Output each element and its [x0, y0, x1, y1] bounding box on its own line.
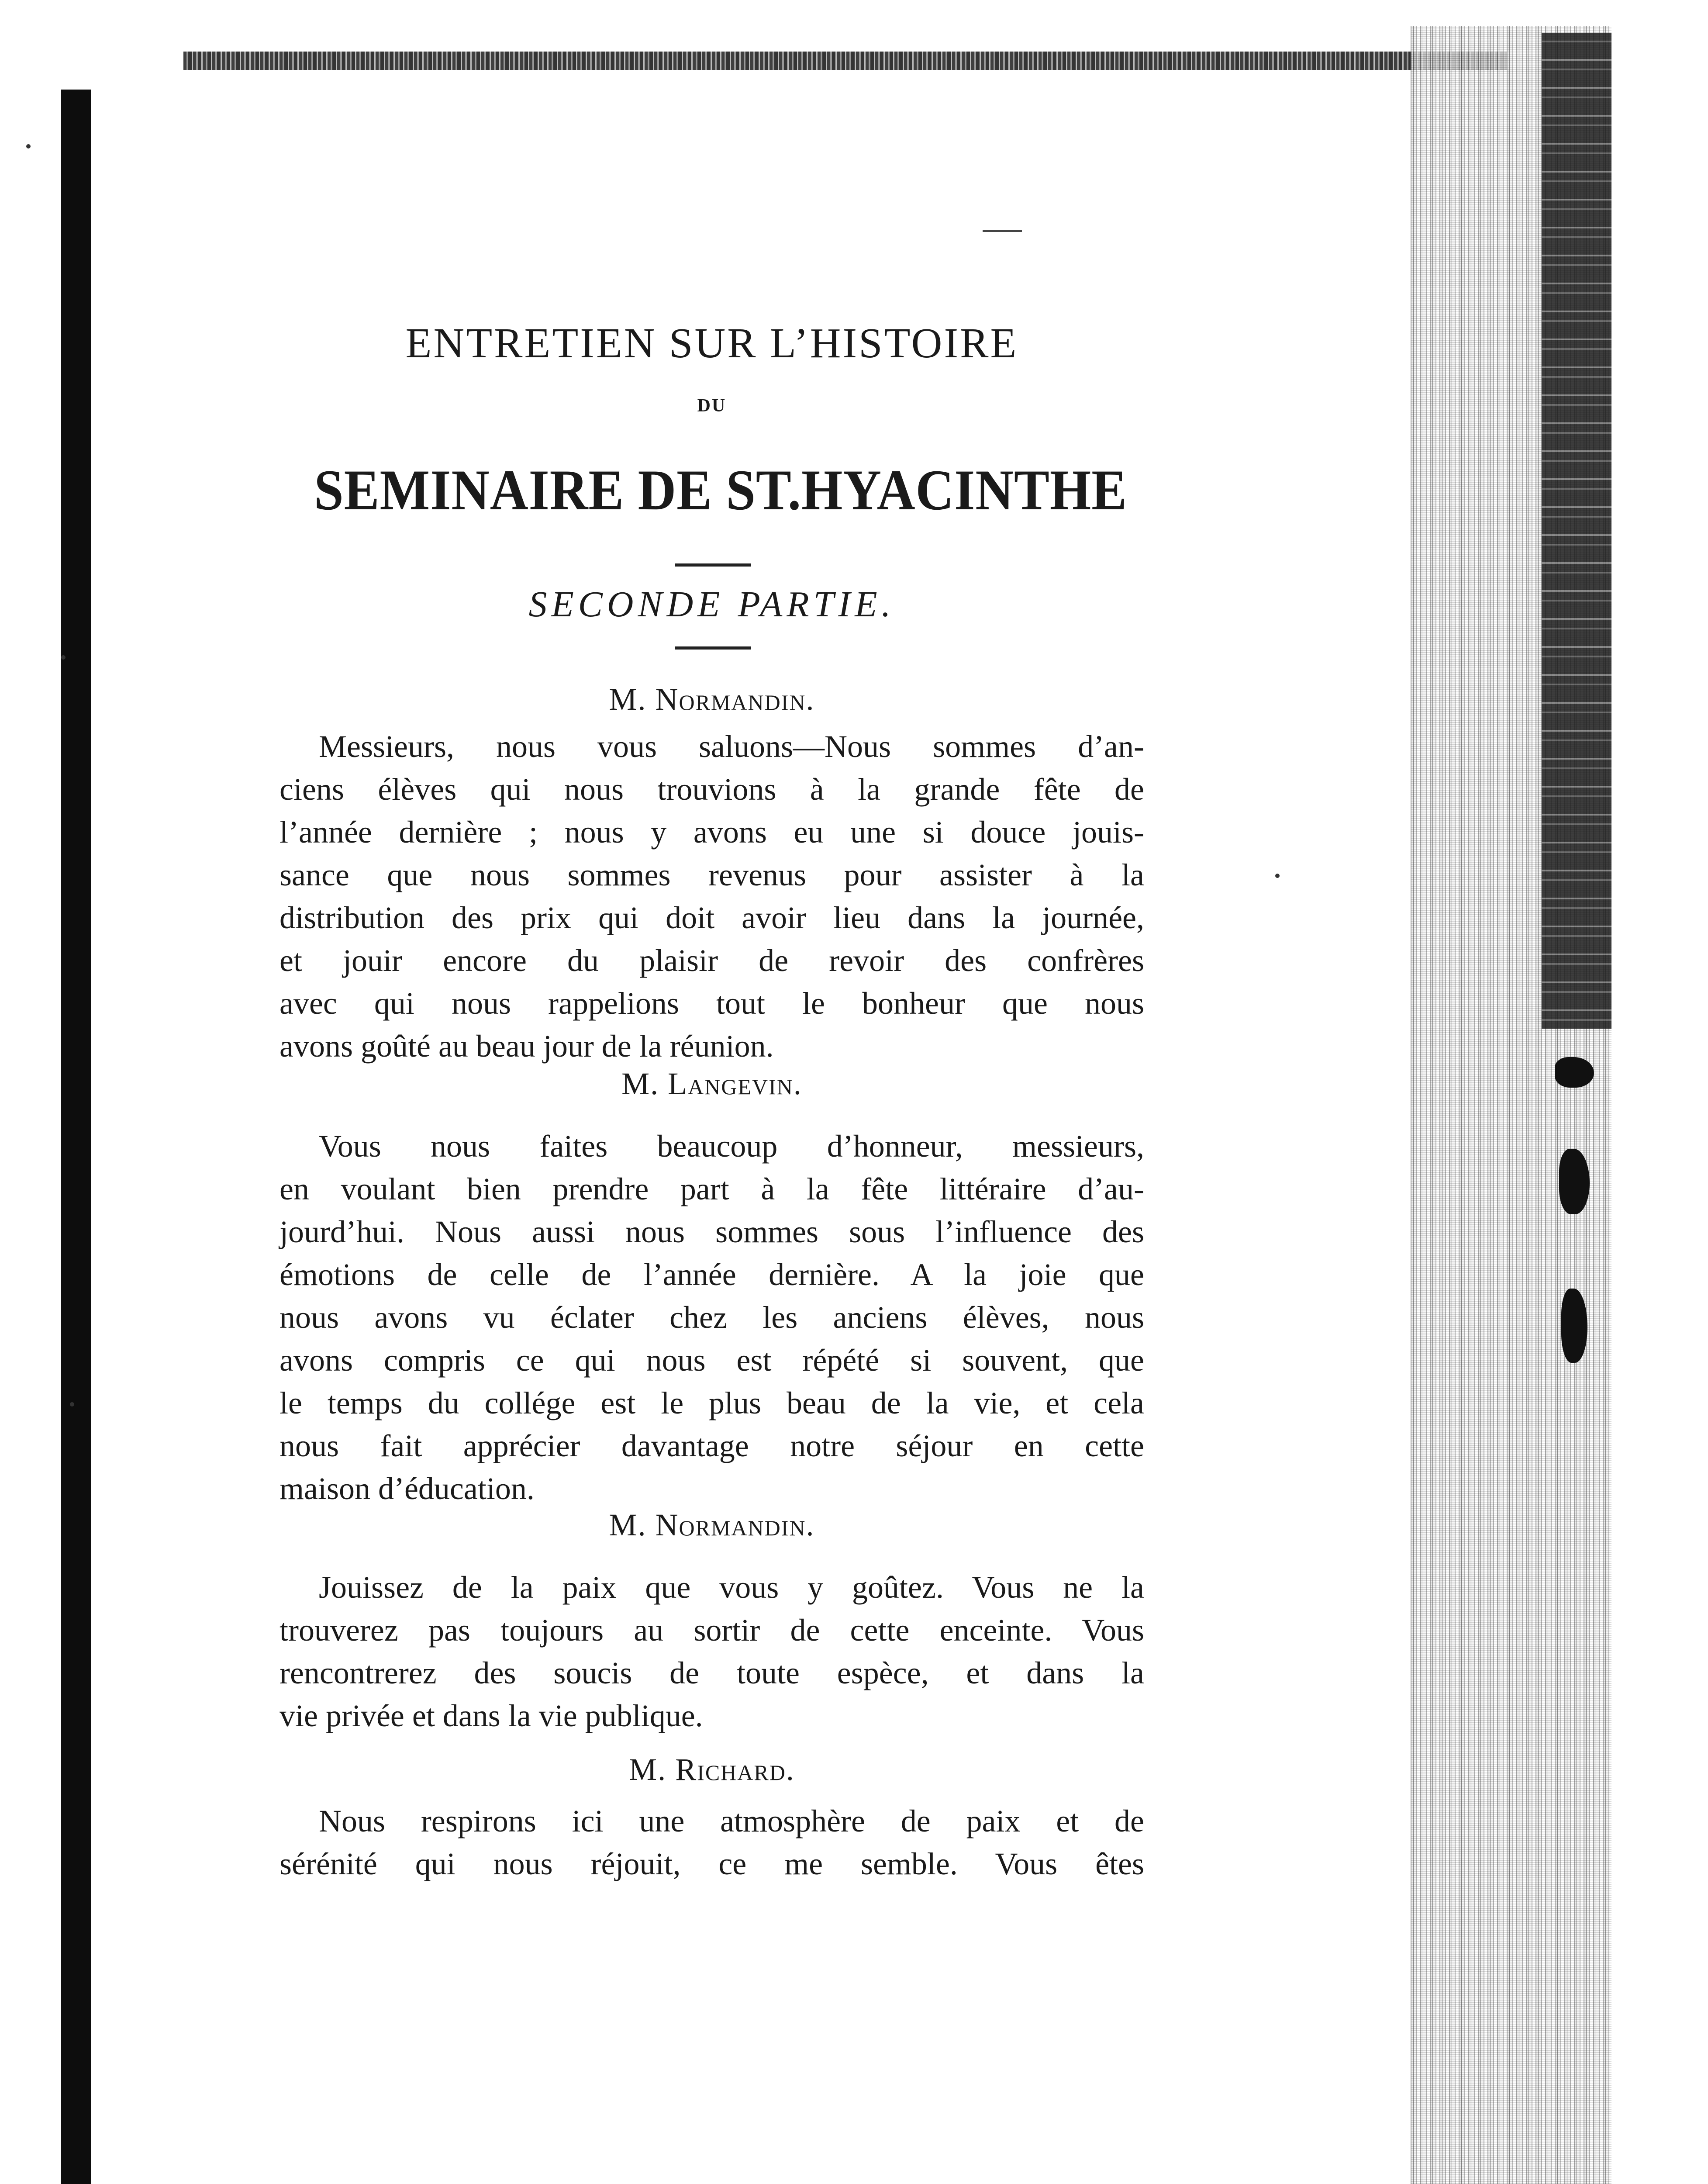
title-connector: DU — [697, 396, 727, 416]
scan-speck — [61, 655, 66, 660]
text-line: et jouir encore du plaisir de revoir des confrères — [279, 943, 1144, 978]
dialogue-paragraph — [279, 725, 1144, 1068]
scan-ink-blotch — [1555, 1057, 1594, 1088]
dialogue-paragraph — [279, 1125, 1144, 1510]
text-line: sance que nous sommes revenus pour assister à la — [279, 857, 1144, 892]
text-line: Jouissez de la paix que vous y goûtez. Vous ne la — [319, 1570, 1144, 1605]
text-line: Vous nous faites beaucoup d’honneur, messieurs, — [319, 1129, 1144, 1164]
speaker-heading: M. Langevin. — [621, 1066, 802, 1101]
speaker-heading: M. Normandin. — [609, 682, 815, 717]
text-line: nous avons vu éclater chez les anciens élèves, nous — [279, 1300, 1144, 1335]
scan-speck — [70, 1402, 74, 1406]
text-line: jourd’hui. Nous aussi nous sommes sous l’influence des — [279, 1214, 1144, 1249]
text-line: maison d’éducation. — [279, 1471, 535, 1506]
dialogue-paragraph — [279, 1566, 1144, 1737]
scan-ink-blotch — [1559, 1149, 1590, 1214]
text-line: avons compris ce qui nous est répété si souvent, que — [279, 1343, 1144, 1378]
title-line-1: ENTRETIEN SUR L’HISTOIRE — [405, 320, 1018, 367]
scan-right-dark-strip — [1542, 33, 1611, 1029]
text-line: l’année dernière ; nous y avons eu une si douce jouis- — [279, 815, 1144, 850]
text-line: trouverez pas toujours au sortir de cette enceinte. Vous — [279, 1613, 1144, 1648]
text-line: distribution des prix qui doit avoir lieu dans la journée, — [279, 900, 1144, 935]
title-line-2: SEMINAIRE DE ST.HYACINTHE — [314, 458, 1128, 522]
text-line: émotions de celle de l’année dernière. A la joie que — [279, 1257, 1144, 1292]
text-line: Nous respirons ici une atmosphère de paix et de — [319, 1804, 1144, 1838]
header-ornament — [983, 230, 1022, 232]
scan-top-edge — [183, 52, 1507, 70]
text-line: sérénité qui nous réjouit, ce me semble. Vous êtes — [279, 1846, 1144, 1881]
dialogue-paragraph — [279, 1800, 1144, 1885]
text-line: avons goûté au beau jour de la réunion. — [279, 1029, 774, 1064]
scan-binding-shadow — [61, 90, 91, 2184]
rule-below-part — [675, 646, 751, 650]
text-line: en voulant bien prendre part à la fête littéraire d’au- — [279, 1171, 1144, 1206]
text-line: rencontrerez des soucis de toute espèce, et dans la — [279, 1655, 1144, 1690]
part-heading: SECONDE PARTIE. — [528, 584, 895, 625]
scan-speck — [26, 144, 31, 149]
rule-above-part — [675, 563, 751, 567]
scan-ink-blotch — [1561, 1289, 1587, 1363]
scan-speck — [1275, 874, 1280, 878]
text-line: nous fait apprécier davantage notre séjour en cette — [279, 1428, 1144, 1463]
text-line: avec qui nous rappelions tout le bonheur que nous — [279, 986, 1144, 1021]
text-line: vie privée et dans la vie publique. — [279, 1698, 703, 1733]
text-line: le temps du collége est le plus beau de la vie, et cela — [279, 1386, 1144, 1420]
text-line: ciens élèves qui nous trouvions à la grande fête de — [279, 772, 1144, 807]
text-line: Messieurs, nous vous saluons—Nous sommes d’an- — [319, 729, 1144, 764]
speaker-heading: M. Normandin. — [609, 1507, 815, 1542]
speaker-heading: M. Richard. — [629, 1752, 795, 1787]
